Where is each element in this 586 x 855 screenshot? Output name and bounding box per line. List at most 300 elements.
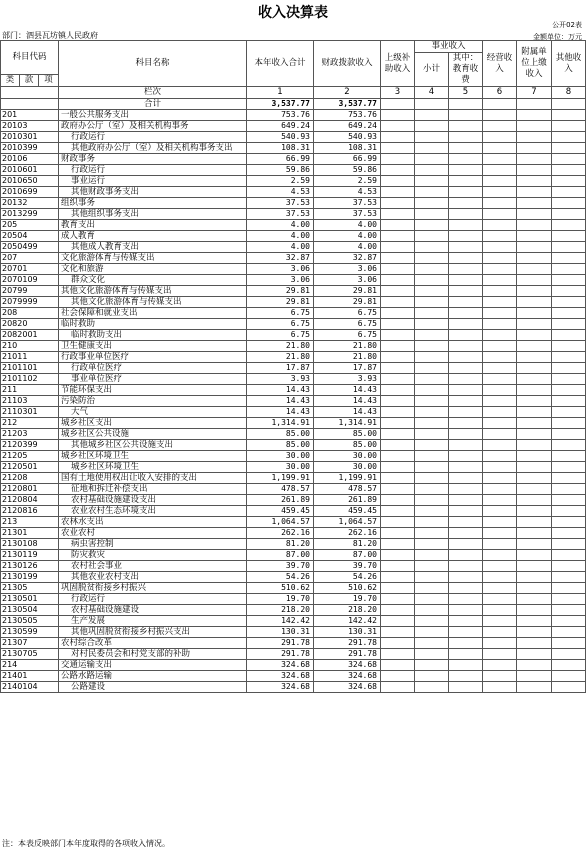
row-empty-cell <box>381 209 415 220</box>
row-empty-cell <box>381 506 415 517</box>
row-empty-cell <box>415 605 449 616</box>
row-empty-cell <box>415 297 449 308</box>
row-empty-cell <box>483 462 517 473</box>
row-empty-cell <box>415 264 449 275</box>
row-empty-cell <box>381 363 415 374</box>
row-empty-cell <box>552 572 586 583</box>
row-empty-cell <box>449 671 483 682</box>
header-other: 其他收入 <box>552 41 586 87</box>
row-empty-cell <box>517 660 552 671</box>
row-name: 教育支出 <box>59 220 247 231</box>
total-income-value: 3,537.77 <box>247 99 314 110</box>
row-name: 其他巩固脱贫衔接乡村振兴支出 <box>59 627 247 638</box>
row-empty-cell <box>449 473 483 484</box>
row-fiscal: 32.87 <box>314 253 381 264</box>
row-code: 20701 <box>1 264 59 275</box>
row-empty-cell <box>483 660 517 671</box>
row-code: 20132 <box>1 198 59 209</box>
row-empty-cell <box>552 187 586 198</box>
row-empty-cell <box>483 407 517 418</box>
row-fiscal: 1,064.57 <box>314 517 381 528</box>
row-empty-cell <box>381 418 415 429</box>
row-empty-cell <box>449 528 483 539</box>
row-fiscal: 85.00 <box>314 440 381 451</box>
row-code: 214 <box>1 660 59 671</box>
row-empty-cell <box>381 253 415 264</box>
row-total-income: 14.43 <box>247 407 314 418</box>
row-total-income: 17.87 <box>247 363 314 374</box>
table-row <box>1 682 586 693</box>
row-fiscal: 324.68 <box>314 671 381 682</box>
row-name: 文化和旅游 <box>59 264 247 275</box>
row-empty-cell <box>483 473 517 484</box>
header-affiliated: 附属单位上缴收入 <box>517 41 552 87</box>
row-empty-cell <box>381 385 415 396</box>
row-empty-cell <box>449 209 483 220</box>
row-empty-cell <box>381 396 415 407</box>
row-empty-cell <box>517 407 552 418</box>
row-empty-cell <box>381 660 415 671</box>
row-empty-cell <box>483 231 517 242</box>
table-row <box>1 638 586 649</box>
row-name: 其他文化旅游体育与传媒支出 <box>59 297 247 308</box>
row-empty-cell <box>381 176 415 187</box>
row-total-income: 32.87 <box>247 253 314 264</box>
row-fiscal: 30.00 <box>314 462 381 473</box>
row-empty-cell <box>415 330 449 341</box>
row-fiscal: 81.20 <box>314 539 381 550</box>
row-empty-cell <box>517 671 552 682</box>
table-row <box>1 407 586 418</box>
row-fiscal: 4.00 <box>314 220 381 231</box>
row-empty-cell <box>552 165 586 176</box>
row-empty-cell <box>449 484 483 495</box>
row-fiscal: 324.68 <box>314 682 381 693</box>
row-fiscal: 4.00 <box>314 231 381 242</box>
row-code: 208 <box>1 308 59 319</box>
row-empty-cell <box>517 253 552 264</box>
row-empty-cell <box>415 143 449 154</box>
row-empty-cell <box>483 253 517 264</box>
row-empty-cell <box>449 363 483 374</box>
row-empty-cell <box>517 473 552 484</box>
row-empty-cell <box>381 264 415 275</box>
row-empty-cell <box>449 682 483 693</box>
row-total-income: 37.53 <box>247 198 314 209</box>
row-empty-cell <box>483 165 517 176</box>
table-row <box>1 242 586 253</box>
row-empty-cell <box>415 583 449 594</box>
row-empty-cell <box>449 649 483 660</box>
row-empty-cell <box>517 363 552 374</box>
row-empty-cell <box>552 627 586 638</box>
header-col6: 6 <box>483 87 517 99</box>
row-empty-cell <box>483 550 517 561</box>
row-empty-cell <box>449 583 483 594</box>
row-empty-cell <box>415 110 449 121</box>
table-row <box>1 231 586 242</box>
row-code: 2079999 <box>1 297 59 308</box>
row-empty-cell <box>483 132 517 143</box>
row-empty-cell <box>381 594 415 605</box>
row-empty-cell <box>415 616 449 627</box>
row-empty-cell <box>449 330 483 341</box>
row-name: 征地和拆迁补偿支出 <box>59 484 247 495</box>
row-name: 财政事务 <box>59 154 247 165</box>
table-row <box>1 330 586 341</box>
row-empty-cell <box>552 440 586 451</box>
row-empty-cell <box>517 330 552 341</box>
row-empty-cell <box>552 561 586 572</box>
row-name: 组织事务 <box>59 198 247 209</box>
row-empty-cell <box>415 539 449 550</box>
row-empty-cell <box>449 121 483 132</box>
row-empty-cell <box>415 418 449 429</box>
row-code: 20103 <box>1 121 59 132</box>
header-col3: 3 <box>381 87 415 99</box>
table-row <box>1 561 586 572</box>
row-empty-cell <box>381 330 415 341</box>
row-empty-cell <box>415 594 449 605</box>
row-empty-cell <box>381 473 415 484</box>
row-empty-cell <box>552 220 586 231</box>
row-empty-cell <box>483 275 517 286</box>
row-empty-cell <box>381 154 415 165</box>
row-empty-cell <box>483 418 517 429</box>
row-name: 农村社会事业 <box>59 561 247 572</box>
row-empty-cell <box>449 561 483 572</box>
row-empty-cell <box>415 198 449 209</box>
row-empty-cell <box>517 121 552 132</box>
row-fiscal: 29.81 <box>314 286 381 297</box>
row-code: 21205 <box>1 451 59 462</box>
row-name: 城乡社区支出 <box>59 418 247 429</box>
row-total-income: 291.78 <box>247 649 314 660</box>
header-subject-name: 科目名称 <box>59 41 247 87</box>
row-empty-cell <box>483 319 517 330</box>
table-row <box>1 440 586 451</box>
total-label: 合计 <box>59 99 247 110</box>
row-code: 2130199 <box>1 572 59 583</box>
row-empty-cell <box>483 528 517 539</box>
table-row <box>1 605 586 616</box>
row-fiscal: 37.53 <box>314 198 381 209</box>
row-total-income: 30.00 <box>247 451 314 462</box>
row-empty-cell <box>449 231 483 242</box>
row-name: 国有土地使用权出让收入安排的支出 <box>59 473 247 484</box>
row-empty-cell <box>483 429 517 440</box>
row-total-income: 85.00 <box>247 440 314 451</box>
row-total-income: 1,314.91 <box>247 418 314 429</box>
header-col1: 1 <box>247 87 314 99</box>
row-code: 2010301 <box>1 132 59 143</box>
row-empty-cell <box>552 330 586 341</box>
row-empty-cell <box>517 627 552 638</box>
total-fiscal-value: 3,537.77 <box>314 99 381 110</box>
table-row <box>1 539 586 550</box>
row-code: 21307 <box>1 638 59 649</box>
row-empty-cell <box>449 572 483 583</box>
row-empty-cell <box>415 374 449 385</box>
row-empty-cell <box>415 561 449 572</box>
row-code: 201 <box>1 110 59 121</box>
row-empty-cell <box>517 462 552 473</box>
table-row <box>1 209 586 220</box>
row-empty-cell <box>552 308 586 319</box>
row-name: 成人教育 <box>59 231 247 242</box>
row-empty-cell <box>483 561 517 572</box>
row-empty-cell <box>381 198 415 209</box>
row-name: 农林水支出 <box>59 517 247 528</box>
row-empty-cell <box>552 616 586 627</box>
row-empty-cell <box>449 418 483 429</box>
row-empty-cell <box>449 396 483 407</box>
header-total-income: 本年收入合计 <box>247 41 314 87</box>
table-row <box>1 363 586 374</box>
row-empty-cell <box>415 154 449 165</box>
row-empty-cell <box>517 506 552 517</box>
row-empty-cell <box>517 176 552 187</box>
row-empty-cell <box>449 143 483 154</box>
row-empty-cell <box>483 539 517 550</box>
row-total-income: 753.76 <box>247 110 314 121</box>
table-row <box>1 429 586 440</box>
row-code: 211 <box>1 385 59 396</box>
row-total-income: 324.68 <box>247 660 314 671</box>
row-empty-cell <box>483 176 517 187</box>
row-code: 21011 <box>1 352 59 363</box>
row-empty-cell <box>552 550 586 561</box>
row-name: 行政运行 <box>59 594 247 605</box>
row-empty-cell <box>381 462 415 473</box>
row-empty-cell <box>517 352 552 363</box>
row-fiscal: 59.86 <box>314 165 381 176</box>
row-empty-cell <box>415 286 449 297</box>
row-empty-cell <box>449 242 483 253</box>
row-code: 21305 <box>1 583 59 594</box>
row-empty-cell <box>415 319 449 330</box>
header-fiscal: 财政拨款收入 <box>314 41 381 87</box>
row-empty-cell <box>449 616 483 627</box>
row-fiscal: 2.59 <box>314 176 381 187</box>
row-empty-cell <box>449 308 483 319</box>
row-empty-cell <box>415 462 449 473</box>
row-empty-cell <box>552 583 586 594</box>
row-empty-cell <box>552 396 586 407</box>
row-name: 其他财政事务支出 <box>59 187 247 198</box>
row-empty-cell <box>517 374 552 385</box>
row-empty-cell <box>517 264 552 275</box>
row-empty-cell <box>415 506 449 517</box>
row-name: 节能环保支出 <box>59 385 247 396</box>
row-fiscal: 6.75 <box>314 308 381 319</box>
row-empty-cell <box>449 176 483 187</box>
table-row <box>1 319 586 330</box>
row-empty-cell <box>483 209 517 220</box>
row-empty-cell <box>552 198 586 209</box>
row-code: 2120816 <box>1 506 59 517</box>
row-total-income: 261.89 <box>247 495 314 506</box>
table-row <box>1 286 586 297</box>
row-total-income: 1,199.91 <box>247 473 314 484</box>
row-empty-cell <box>449 517 483 528</box>
income-table <box>0 40 586 693</box>
row-total-income: 30.00 <box>247 462 314 473</box>
row-empty-cell <box>552 143 586 154</box>
row-fiscal: 4.00 <box>314 242 381 253</box>
row-fiscal: 39.70 <box>314 561 381 572</box>
row-empty-cell <box>517 616 552 627</box>
row-empty-cell <box>381 649 415 660</box>
row-empty-cell <box>517 341 552 352</box>
row-empty-cell <box>552 253 586 264</box>
row-code: 20820 <box>1 319 59 330</box>
row-name: 其他成人教育支出 <box>59 242 247 253</box>
row-code: 205 <box>1 220 59 231</box>
row-empty-cell <box>381 517 415 528</box>
row-code: 2050499 <box>1 242 59 253</box>
row-empty-cell <box>381 583 415 594</box>
row-code: 210 <box>1 341 59 352</box>
row-empty-cell <box>483 649 517 660</box>
row-empty-cell <box>517 594 552 605</box>
row-name: 农村基础设施建设支出 <box>59 495 247 506</box>
row-fiscal: 262.16 <box>314 528 381 539</box>
row-empty-cell <box>449 110 483 121</box>
row-empty-cell <box>415 275 449 286</box>
table-row <box>1 550 586 561</box>
row-total-income: 1,064.57 <box>247 517 314 528</box>
row-total-income: 324.68 <box>247 671 314 682</box>
row-code: 2140104 <box>1 682 59 693</box>
row-empty-cell <box>483 242 517 253</box>
row-name: 防灾救灾 <box>59 550 247 561</box>
row-empty-cell <box>517 649 552 660</box>
row-fiscal: 130.31 <box>314 627 381 638</box>
row-total-income: 37.53 <box>247 209 314 220</box>
row-empty-cell <box>381 605 415 616</box>
row-name: 其他组织事务支出 <box>59 209 247 220</box>
row-empty-cell <box>483 121 517 132</box>
row-code: 2013299 <box>1 209 59 220</box>
row-fiscal: 29.81 <box>314 297 381 308</box>
row-name: 生产发展 <box>59 616 247 627</box>
row-empty-cell <box>415 495 449 506</box>
row-code: 20799 <box>1 286 59 297</box>
row-fiscal: 291.78 <box>314 649 381 660</box>
row-empty-cell <box>552 242 586 253</box>
row-name: 污染防治 <box>59 396 247 407</box>
row-empty-cell <box>415 308 449 319</box>
table-row <box>1 484 586 495</box>
row-empty-cell <box>381 132 415 143</box>
row-empty-cell <box>415 242 449 253</box>
row-total-income: 4.00 <box>247 220 314 231</box>
row-empty-cell <box>517 517 552 528</box>
row-code: 2130501 <box>1 594 59 605</box>
row-empty-cell <box>381 429 415 440</box>
row-empty-cell <box>483 605 517 616</box>
row-empty-cell <box>552 407 586 418</box>
row-name: 其他农业农村支出 <box>59 572 247 583</box>
table-row <box>1 187 586 198</box>
row-empty-cell <box>517 154 552 165</box>
row-name: 城乡社区环境卫生 <box>59 451 247 462</box>
row-empty-cell <box>552 275 586 286</box>
row-total-income: 324.68 <box>247 682 314 693</box>
row-empty-cell <box>449 275 483 286</box>
row-total-income: 4.53 <box>247 187 314 198</box>
row-empty-cell <box>449 506 483 517</box>
row-fiscal: 649.24 <box>314 121 381 132</box>
header-lanci: 栏次 <box>59 87 247 99</box>
row-name: 群众文化 <box>59 275 247 286</box>
table-row <box>1 264 586 275</box>
row-name: 城乡社区公共设施 <box>59 429 247 440</box>
row-fiscal: 14.43 <box>314 396 381 407</box>
row-empty-cell <box>483 440 517 451</box>
row-fiscal: 6.75 <box>314 330 381 341</box>
total-row <box>1 99 586 110</box>
row-empty-cell <box>552 264 586 275</box>
row-fiscal: 291.78 <box>314 638 381 649</box>
header-education: 其中：教育收费 <box>449 53 483 87</box>
row-empty-cell <box>483 341 517 352</box>
row-empty-cell <box>415 407 449 418</box>
row-empty-cell <box>483 594 517 605</box>
row-fiscal: 14.43 <box>314 407 381 418</box>
row-empty-cell <box>381 671 415 682</box>
table-row <box>1 572 586 583</box>
row-total-income: 66.99 <box>247 154 314 165</box>
row-empty-cell <box>552 231 586 242</box>
row-total-income: 262.16 <box>247 528 314 539</box>
row-empty-cell <box>449 451 483 462</box>
row-empty-cell <box>415 341 449 352</box>
row-total-income: 3.93 <box>247 374 314 385</box>
row-code: 20106 <box>1 154 59 165</box>
row-total-income: 85.00 <box>247 429 314 440</box>
row-empty-cell <box>552 594 586 605</box>
row-empty-cell <box>381 528 415 539</box>
row-fiscal: 37.53 <box>314 209 381 220</box>
header-undertaking: 事业收入 <box>415 41 483 53</box>
table-row <box>1 462 586 473</box>
row-name: 政府办公厅（室）及相关机构事务 <box>59 121 247 132</box>
row-empty-cell <box>415 253 449 264</box>
row-empty-cell <box>381 275 415 286</box>
row-empty-cell <box>552 110 586 121</box>
row-empty-cell <box>449 627 483 638</box>
row-total-income: 59.86 <box>247 165 314 176</box>
row-empty-cell <box>415 649 449 660</box>
row-name: 临时救助 <box>59 319 247 330</box>
row-empty-cell <box>449 407 483 418</box>
row-empty-cell <box>552 649 586 660</box>
header-superior-subsidy: 上级补助收入 <box>381 41 415 87</box>
row-empty-cell <box>415 627 449 638</box>
row-code: 207 <box>1 253 59 264</box>
row-empty-cell <box>517 286 552 297</box>
row-empty-cell <box>381 165 415 176</box>
row-code: 2070109 <box>1 275 59 286</box>
row-empty-cell <box>449 220 483 231</box>
row-empty-cell <box>381 572 415 583</box>
row-code: 2120501 <box>1 462 59 473</box>
row-empty-cell <box>517 429 552 440</box>
row-empty-cell <box>483 198 517 209</box>
row-empty-cell <box>381 451 415 462</box>
